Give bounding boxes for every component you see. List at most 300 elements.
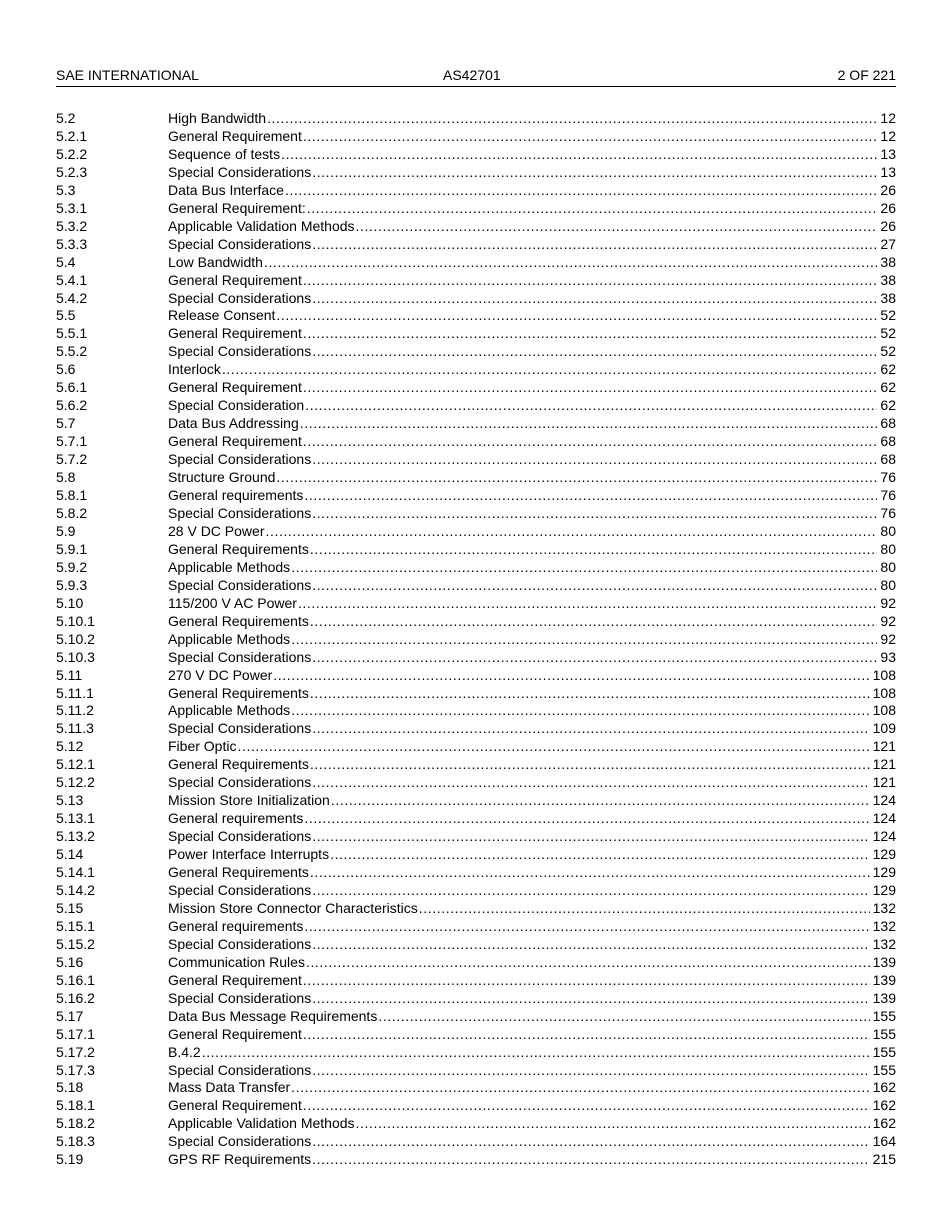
page-number: 12 [877,128,896,146]
page-header [56,66,896,87]
page-number: 26 [877,218,896,236]
toc-entry[interactable] [56,164,896,182]
page-number: 132 [870,900,896,918]
section-title: Applicable Validation Methods [168,217,355,234]
dot-leader [291,1079,869,1097]
section-title: Special Considerations [168,1061,312,1078]
page-number: 76 [877,505,896,523]
page-number: 129 [870,846,896,864]
toc-entry[interactable] [56,631,896,649]
page-number: 92 [877,631,896,649]
toc-entry-body [168,433,896,451]
toc-entry[interactable] [56,541,896,559]
toc-entry-body [168,828,896,846]
toc-entry[interactable] [56,792,896,810]
dot-leader [267,110,877,128]
page-number: 129 [870,864,896,882]
section-number: 5.10.3 [56,648,95,665]
section-title: General Requirement [168,971,302,988]
toc-entry-body [168,505,896,523]
toc-entry[interactable] [56,595,896,613]
section-number: 5.14.2 [56,881,95,898]
section-title: Special Considerations [168,881,312,898]
toc-entry-body [168,110,896,128]
page-number: 62 [877,379,896,397]
section-number: 5.3.2 [56,217,88,234]
section-title: Special Considerations [168,343,312,360]
section-title: High Bandwidth [168,110,267,126]
page-number: 13 [877,146,896,164]
dot-leader [265,523,877,541]
toc-entry-body [168,128,896,146]
dot-leader [300,415,878,433]
dot-leader [312,290,877,308]
toc-entry[interactable] [56,774,896,792]
dot-leader [331,792,870,810]
toc-entry[interactable] [56,361,896,379]
page-number: 108 [870,685,896,703]
section-number: 5.7.1 [56,433,88,450]
dot-leader [378,1008,869,1026]
page-number: 80 [877,559,896,577]
section-number: 5.12.1 [56,756,95,773]
toc-entry[interactable] [56,128,896,146]
dot-leader [303,128,878,146]
page-number: 155 [870,1044,896,1062]
section-title: Special Considerations [168,648,312,665]
toc-entry-body [168,343,896,361]
section-number: 5.2.2 [56,145,88,162]
page-number: 121 [870,774,896,792]
toc-entry[interactable] [56,882,896,900]
toc-entry-body [168,1044,896,1062]
section-number: 5.11.1 [56,684,94,701]
toc-entry-body [168,1026,896,1044]
section-number: 5.12 [56,738,84,755]
section-number: 5.17.1 [56,1025,95,1042]
toc-entry-body [168,325,896,343]
dot-leader [310,756,870,774]
toc-entry-body [168,720,896,738]
page-number: 62 [877,397,896,415]
section-number: 5.9.3 [56,576,88,593]
toc-entry-body [168,1133,896,1151]
toc-entry-body [168,631,896,649]
toc-entry-body [168,379,896,397]
section-title: Data Bus Addressing [168,415,299,432]
toc-entry-body [168,361,896,379]
toc-entry-body [168,1079,896,1097]
toc-entry[interactable] [56,146,896,164]
section-number: 5.19 [56,1151,84,1168]
section-number: 5.11.3 [56,720,94,737]
toc-entry-body [168,254,896,272]
toc-entry-body [168,1062,896,1080]
section-number: 5.9.1 [56,540,88,557]
toc-entry[interactable] [56,343,896,361]
dot-leader [291,559,877,577]
section-title: 28 V DC Power [168,522,265,539]
section-number: 5.13.2 [56,828,95,845]
page-number: 76 [877,487,896,505]
toc-entry[interactable] [56,864,896,882]
section-title: General Requirement: [168,199,306,216]
dot-leader [310,864,870,882]
toc-entry-body [168,685,896,703]
page-number: 109 [870,720,896,738]
section-title: Interlock [168,361,221,378]
section-title: General Requirements [168,684,309,701]
section-title: 115/200 V AC Power [168,594,297,611]
section-number: 5.2 [56,110,76,126]
organization-name: SAE INTERNATIONAL [56,67,199,83]
toc-entry[interactable] [56,523,896,541]
page-number: 76 [877,469,896,487]
section-title: General Requirement [168,433,302,450]
dot-leader [312,720,869,738]
page-number: 13 [877,164,896,182]
section-title: Release Consent [168,307,276,324]
section-title: General requirements [168,810,304,827]
document-id: AS42701 [443,67,501,83]
page-number: 124 [870,828,896,846]
toc-entry[interactable] [56,254,896,272]
dot-leader [276,307,877,325]
section-title: Applicable Methods [168,558,291,575]
section-number: 5.15 [56,899,84,916]
section-title: Sequence of tests [168,145,281,162]
toc-entry-body [168,936,896,954]
section-title: Mission Store Connector Characteristics [168,899,418,916]
toc-entry[interactable] [56,325,896,343]
toc-entry[interactable] [56,613,896,631]
section-title: Data Bus Interface [168,181,284,198]
toc-entry[interactable] [56,379,896,397]
dot-leader [303,433,878,451]
section-title: General Requirement [168,1097,302,1114]
section-number: 5.11.2 [56,702,94,719]
section-number: 5.2.3 [56,163,88,180]
page-number: 162 [870,1079,896,1097]
dot-leader [310,541,878,559]
toc-entry[interactable] [56,918,896,936]
dot-leader [305,397,877,415]
toc-entry-body [168,756,896,774]
dot-leader [312,936,869,954]
dot-leader [312,164,877,182]
dot-leader [312,1062,869,1080]
section-number: 5.13 [56,792,84,809]
toc-entry[interactable] [56,559,896,577]
page-number: 162 [870,1097,896,1115]
section-number: 5.10 [56,594,84,611]
toc-entry[interactable] [56,1151,896,1169]
dot-leader [303,272,878,290]
page-number: 26 [877,200,896,218]
dot-leader [312,990,869,1008]
toc-entry[interactable] [56,200,896,218]
section-title: General Requirements [168,540,309,557]
page-number: 52 [877,325,896,343]
dot-leader [330,846,870,864]
section-number: 5.18.1 [56,1097,95,1114]
toc-entry[interactable] [56,738,896,756]
toc-entry[interactable] [56,954,896,972]
section-title: General requirements [168,487,304,504]
section-number: 5.6 [56,361,76,378]
section-number: 5.16.2 [56,989,95,1006]
toc-entry[interactable] [56,720,896,738]
toc-entry[interactable] [56,451,896,469]
toc-entry-body [168,900,896,918]
section-number: 5.16 [56,953,84,970]
section-number: 5.4.2 [56,289,88,306]
toc-entry-body [168,236,896,254]
section-number: 5.3 [56,181,76,198]
toc-entry[interactable] [56,307,896,325]
dot-leader [276,469,877,487]
section-number: 5.13.1 [56,810,95,827]
page-number: 52 [877,343,896,361]
toc-entry-body [168,792,896,810]
toc-entry[interactable] [56,433,896,451]
dot-leader [312,828,869,846]
section-title: Mission Store Initialization [168,792,330,809]
section-title: Special Considerations [168,451,312,468]
toc-entry-body [168,146,896,164]
dot-leader [237,738,869,756]
section-title: Fiber Optic [168,738,237,755]
section-title: Power Interface Interrupts [168,846,330,863]
toc-entry[interactable] [56,828,896,846]
section-title: Applicable Methods [168,702,291,719]
toc-entry[interactable] [56,487,896,505]
section-title: Special Considerations [168,935,312,952]
dot-leader [312,649,877,667]
section-title: General Requirement [168,271,302,288]
toc-entry[interactable] [56,1115,896,1133]
page-number: 38 [877,254,896,272]
toc-entry-body [168,469,896,487]
toc-entry[interactable] [56,990,896,1008]
toc-entry-body [168,541,896,559]
page-number: 121 [870,756,896,774]
section-number: 5.8.1 [56,487,88,504]
toc-entry[interactable] [56,505,896,523]
toc-entry[interactable] [56,936,896,954]
toc-entry[interactable] [56,469,896,487]
section-title: General Requirement [168,127,302,144]
toc-entry-body [168,272,896,290]
section-number: 5.17 [56,1007,84,1024]
toc-entry[interactable] [56,810,896,828]
page-number: 155 [870,1008,896,1026]
dot-leader [312,1151,869,1169]
section-number: 5.3.1 [56,199,88,216]
toc-entry[interactable] [56,685,896,703]
section-title: GPS RF Requirements [168,1151,312,1168]
dot-leader [419,900,870,918]
page-number: 164 [870,1133,896,1151]
section-number: 5.8 [56,469,76,486]
dot-leader [285,182,877,200]
section-title: Special Considerations [168,289,312,306]
dot-leader [306,954,870,972]
toc-entry-body [168,164,896,182]
section-title: Data Bus Message Requirements [168,1007,378,1024]
dot-leader [303,972,870,990]
toc-entry-body [168,613,896,631]
toc-entry[interactable] [56,290,896,308]
dot-leader [307,200,878,218]
toc-entry-body [168,1097,896,1115]
dot-leader [304,810,869,828]
toc-entry[interactable] [56,1044,896,1062]
toc-entry[interactable] [56,415,896,433]
section-title: B.4.2 [168,1043,201,1060]
page-number: 62 [877,361,896,379]
section-title: Communication Rules [168,953,305,970]
dot-leader [281,146,877,164]
section-title: General Requirements [168,864,309,881]
page-number: 38 [877,290,896,308]
section-number: 5.6.2 [56,397,88,414]
section-number: 5.4 [56,253,76,270]
toc-entry-body [168,738,896,756]
section-title: 270 V DC Power [168,666,273,683]
page-number: 108 [870,702,896,720]
section-number: 5.16.1 [56,971,95,988]
toc-entry-body [168,1115,896,1133]
dot-leader [310,685,870,703]
page-number: 27 [877,236,896,254]
toc-entry[interactable] [56,1026,896,1044]
dot-leader [312,451,877,469]
page-number: 139 [870,954,896,972]
toc-entry-body [168,972,896,990]
toc-entry[interactable] [56,1097,896,1115]
toc-entry[interactable] [56,1133,896,1151]
page-number: 68 [877,433,896,451]
toc-entry[interactable] [56,272,896,290]
dot-leader [303,1026,870,1044]
section-title: Applicable Methods [168,630,291,647]
toc-entry[interactable] [56,236,896,254]
dot-leader [291,631,877,649]
page-number: 52 [877,307,896,325]
toc-entry[interactable] [56,846,896,864]
section-title: Applicable Validation Methods [168,1115,355,1132]
toc-entry[interactable] [56,1062,896,1080]
toc-entry[interactable] [56,972,896,990]
dot-leader [264,254,877,272]
section-number: 5.7 [56,415,76,432]
section-title: General Requirements [168,612,309,629]
toc-entry[interactable] [56,702,896,720]
section-number: 5.8.2 [56,504,88,521]
page-number: 132 [870,936,896,954]
section-title: General Requirement [168,379,302,396]
toc-entry-body [168,559,896,577]
section-number: 5.18.3 [56,1133,95,1150]
section-number: 5.10.1 [56,612,95,629]
page-number: 68 [877,451,896,469]
dot-leader [303,379,878,397]
page-number: 139 [870,990,896,1008]
toc-entry-body [168,702,896,720]
section-number: 5.7.2 [56,451,88,468]
toc-entry-body [168,200,896,218]
section-title: Special Considerations [168,720,312,737]
section-number: 5.9.2 [56,558,88,575]
section-title: General Requirements [168,756,309,773]
dot-leader [303,1097,870,1115]
dot-leader [273,667,869,685]
section-number: 5.17.3 [56,1061,95,1078]
section-number: 5.11 [56,666,83,683]
section-number: 5.9 [56,522,76,539]
toc-entry[interactable] [56,756,896,774]
page-number: 132 [870,918,896,936]
toc-entry[interactable] [56,667,896,685]
page-number: 12 [877,110,896,128]
toc-entry-body [168,1008,896,1026]
page-number: 162 [870,1115,896,1133]
page-number: 215 [870,1151,896,1169]
section-number: 5.10.2 [56,630,95,647]
toc-entry[interactable] [56,397,896,415]
toc-entry-body [168,307,896,325]
toc-entry[interactable] [56,577,896,595]
dot-leader [298,595,877,613]
dot-leader [303,325,878,343]
toc-entry[interactable] [56,182,896,200]
dot-leader [312,882,869,900]
toc-entry-body [168,990,896,1008]
section-title: Low Bandwidth [168,253,263,270]
toc-entry[interactable] [56,218,896,236]
toc-entry-body [168,290,896,308]
section-title: Special Considerations [168,504,312,521]
toc-entry-body [168,846,896,864]
toc-entry-body [168,595,896,613]
section-number: 5.3.3 [56,235,88,252]
page-number: 155 [870,1062,896,1080]
section-title: Special Considerations [168,576,312,593]
section-number: 5.14.1 [56,864,95,881]
section-title: Special Considerations [168,163,312,180]
toc-entry[interactable] [56,1079,896,1097]
toc-entry[interactable] [56,649,896,667]
toc-entry-body [168,918,896,936]
toc-entry[interactable] [56,1008,896,1026]
page-number: 121 [870,738,896,756]
dot-leader [356,1115,870,1133]
section-number: 5.18.2 [56,1115,95,1132]
toc-entry[interactable] [56,110,896,128]
section-title: General Requirement [168,1025,302,1042]
section-number: 5.5.2 [56,343,88,360]
section-number: 5.5.1 [56,325,88,342]
dot-leader [312,236,877,254]
section-number: 5.14 [56,846,84,863]
section-title: Special Considerations [168,774,312,791]
section-title: General Requirement [168,325,302,342]
page-number: 139 [870,972,896,990]
toc-entry-body [168,649,896,667]
toc-entry-body [168,810,896,828]
toc-entry[interactable] [56,900,896,918]
